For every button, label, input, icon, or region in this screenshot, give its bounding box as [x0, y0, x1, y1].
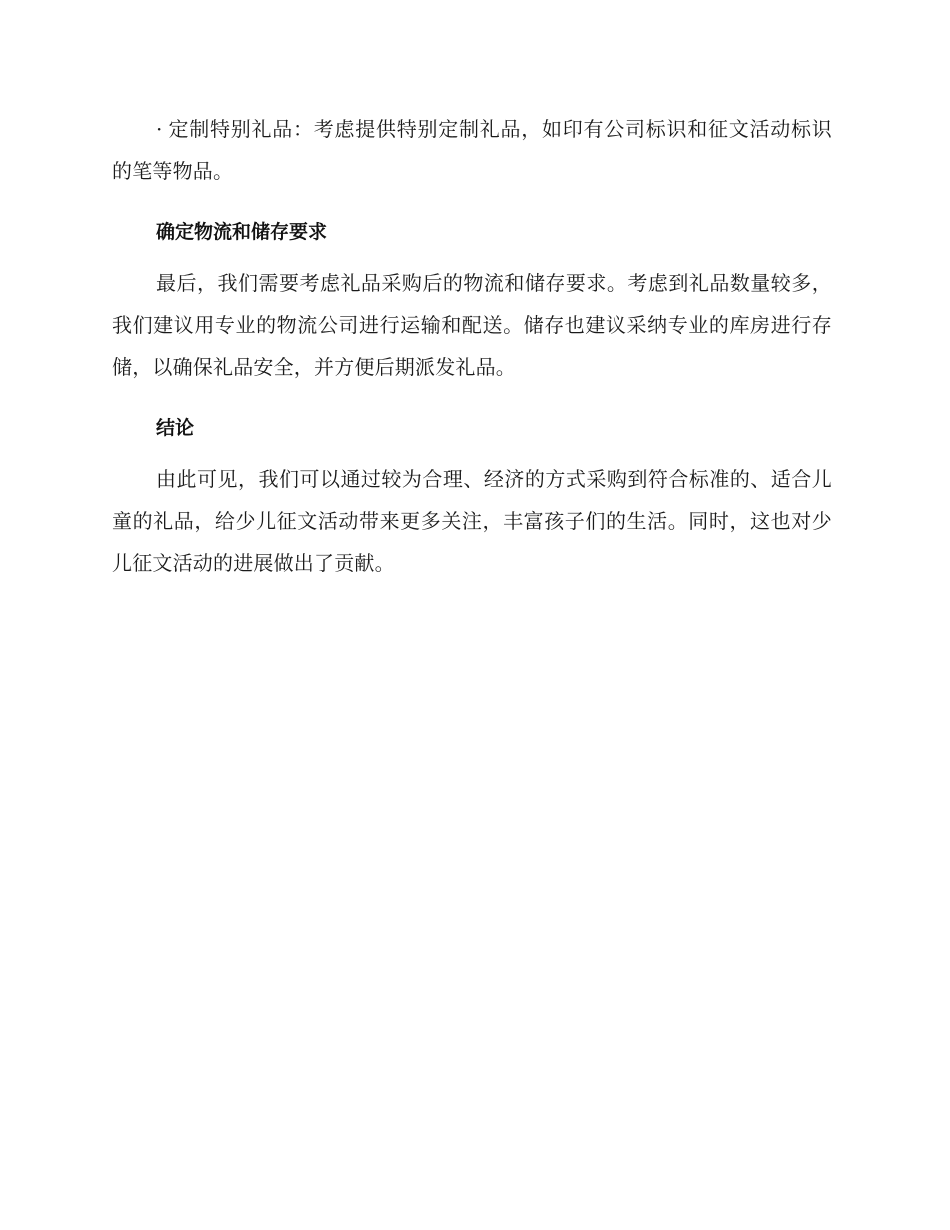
- document-body: [112, 108, 832, 606]
- paragraph-logistics: 最后，我们需要考虑礼品采购后的物流和储存要求。考虑到礼品数量较多，我们建议用专业的物流公司进行运输和配送。储存也建议采纳专业的库房进行存储，以确保礼品安全，并方便后期派发礼品。: [112, 271, 832, 379]
- paragraph-conclusion: 由此可见，我们可以通过较为合理、经济的方式采购到符合标准的、适合儿童的礼品，给少儿征文活动带来更多关注，丰富孩子们的生活。同时，这也对少儿征文活动的进展做出了贡献。: [112, 467, 832, 575]
- bullet-item-text: 定制特别礼品：考虑提供特别定制礼品，如印有公司标识和征文活动标识的笔等物品。: [112, 117, 832, 183]
- bullet-item-custom-gifts: [112, 108, 832, 192]
- section-heading-logistics: 确定物流和储存要求: [156, 221, 328, 243]
- section-heading-conclusion: 结论: [156, 417, 195, 439]
- bullet-marker: ·: [156, 117, 163, 141]
